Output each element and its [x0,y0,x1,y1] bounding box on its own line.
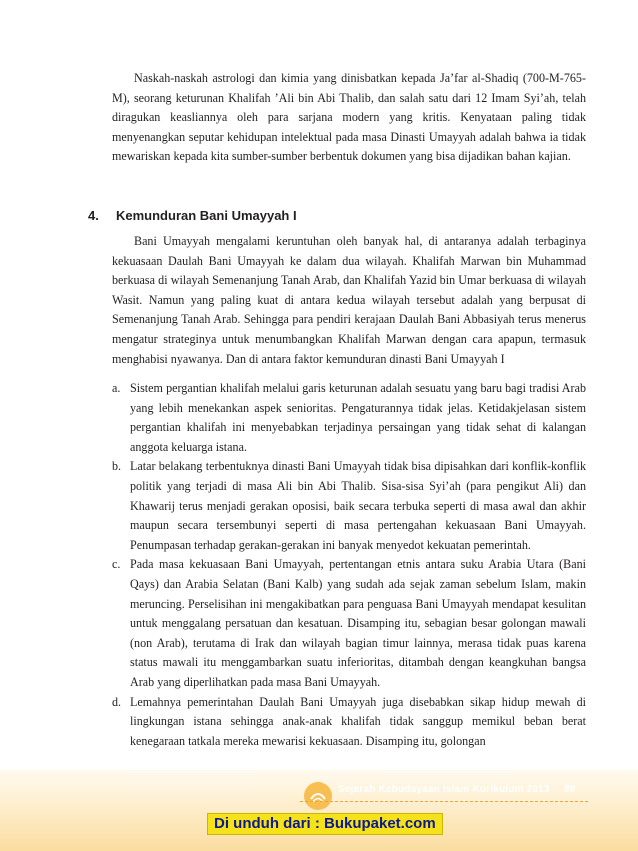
footer-divider [300,801,588,802]
book-logo-icon [302,780,334,812]
list-marker: d. [112,694,122,709]
list-item [112,693,586,752]
factor-list [112,379,586,751]
list-item [112,457,586,555]
section-heading [88,208,297,223]
intro-paragraph: Naskah-naskah astrologi dan kimia yang dinisbatkan kepada Ja’far al-Shadiq (700-M-765-M), seorang keturunan Khalifah ’Ali bin Abi Thalib, dan salah satu dari 12 Imam Syi’ah, telah diragukan keasliannya oleh para sarjana modern yang kritis. Kenyataan paling tidak menyenangkan seputar kehidupan intelektual pada masa Dinasti Umayyah adalah bahwa ia tidak mewariskan kepada kita sumber-sumber berbentuk dokumen yang bisa dijadikan bahan kajian. [112,71,586,164]
list-item-text: Lemahnya pemerintahan Daulah Bani Umayyah juga disebabkan sikap hidup mewah di lingkungan istana sehingga anak-anak khalifah tidak sanggup memikul beban berat kenegaraan tatkala mereka mewarisi kekuasaan. Disamping itu, golongan [130,694,586,748]
list-item-text: Sistem pergantian khalifah melalui garis keturunan adalah sesuatu yang baru bagi tradisi Arab yang lebih menekankan aspek senioritas. Pengaturannya tidak jelas. Ketidakjelasan sistem pergantian khalifah ini menyebabkan terjadinya persaingan yang tidak sehat di kalangan anggota keluarga istana. [130,381,586,454]
page-number: 89 [564,784,576,795]
list-item [112,555,586,692]
list-marker: b. [112,459,122,474]
list-item [112,379,586,457]
section-number: 4. [88,208,99,223]
list-marker: a. [112,381,121,395]
download-source-link[interactable]: Di unduh dari : Bukupaket.com [207,813,443,835]
footer-book-title: Sejarah Kebudayaan Islam Kurikulum 2013 [338,784,550,795]
section-title: Kemunduran Bani Umayyah I [116,208,297,223]
list-marker: c. [112,557,121,572]
section-intro-paragraph: Bani Umayyah mengalami keruntuhan oleh banyak hal, di antaranya adalah terbaginya kekuasaan Daulah Bani Umayyah ke dalam dua wilayah. Khalifah Marwan bin Muhammad berkuasa di wilayah Semenanjung Tanah Arab, dan Khalifah Yazid bin Umar berkuasa di wilayah Wasit. Namun yang paling kuat di antara kedua wilayah tersebut adalah yang berpusat di Semenanjung Tanah Arab. Sehingga para pendiri kerajaan Daulah Bani Abbasiyah terus menerus mengatur strateginya untuk menumbangkan Khalifah Marwan dengan cara apapun, termasuk menghabisi nyawanya. Dan di antara faktor kemunduran dinasti Bani Umayyah I [112,234,586,366]
list-item-text: Latar belakang terbentuknya dinasti Bani Umayyah tidak bisa dipisahkan dari konflik-konflik politik yang terjadi di masa Ali bin Abi Thalib. Sisa-sisa Syi’ah (para pengikut Ali) dan Khawarij terus menjadi gerakan oposisi, baik secara terbuka seperti di masa awal dan akhir maupun secara tersembunyi seperti di masa pertengahan kekuasaan Bani Umayyah. Penumpasan terhadap gerakan-gerakan ini banyak menyedot kekuatan pemerintah. [130,459,586,552]
list-item-text: Pada masa kekuasaan Bani Umayyah, pertentangan etnis antara suku Arabia Utara (Bani Qays) dan Arabia Selatan (Bani Kalb) yang sudah ada sejak zaman sebelum Islam, makin meruncing. Perselisihan ini mengakibatkan para penguasa Bani Umayyah mendapat kesulitan untuk menggalang persatuan dan kesatuan. Disamping itu, sebagian besar golongan mawali (non Arab), terutama di Irak dan wilayah bagian timur lainnya, merasa tidak puas karena status mawali itu menggambarkan suatu inferioritas, ditambah dengan keangkuhan bangsa Arab yang diperlihatkan pada masa Bani Umayyah. [130,557,586,689]
